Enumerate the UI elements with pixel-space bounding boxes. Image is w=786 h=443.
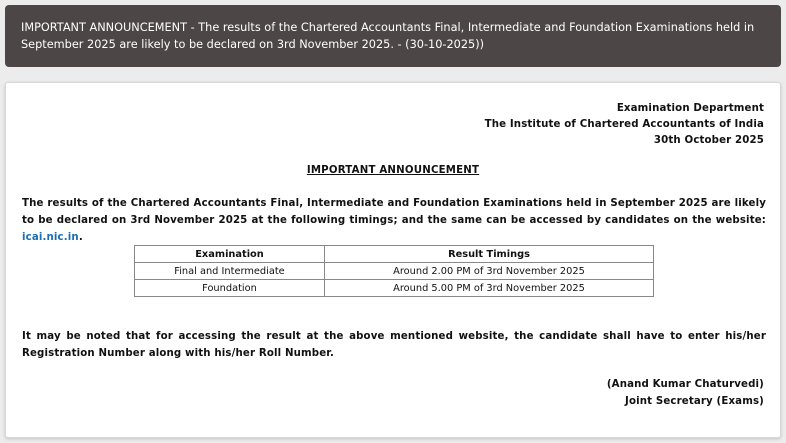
signatory-name: (Anand Kumar Chaturvedi) xyxy=(606,379,764,390)
institute-name: The Institute of Chartered Accountants of India xyxy=(484,119,764,130)
table-header-row xyxy=(135,246,654,263)
paragraph-text: The results of the Chartered Accountants Final, Intermediate and Foundation Examinations held in September 2025 are likely to be declared on 3rd November 2025 at the following timings; and the same can be accessed by candidates on the website: xyxy=(22,198,766,226)
signatory-title: Joint Secretary (Exams) xyxy=(625,396,764,407)
table-cell-examination: Foundation xyxy=(135,280,325,297)
announcement-paragraph xyxy=(22,195,766,246)
announcement-card xyxy=(5,82,781,438)
paragraph-end: . xyxy=(78,232,83,243)
column-header-result-timings: Result Timings xyxy=(325,246,654,263)
column-header-examination: Examination xyxy=(135,246,325,263)
department-name: Examination Department xyxy=(616,103,764,114)
table-row xyxy=(135,263,654,280)
announcement-heading: IMPORTANT ANNOUNCEMENT xyxy=(306,165,480,176)
result-timings-table xyxy=(134,245,654,297)
announcement-banner xyxy=(5,5,781,67)
letterhead xyxy=(485,101,764,149)
letter-date: 30th October 2025 xyxy=(653,135,764,146)
table-cell-examination: Final and Intermediate xyxy=(135,263,325,280)
website-link[interactable]: icai.nic.in xyxy=(22,232,79,243)
table-cell-timing: Around 5.00 PM of 3rd November 2025 xyxy=(325,280,654,297)
access-note-paragraph: It may be noted that for accessing the result at the above mentioned website, the candidate shall have to enter his/her Registration Number along with his/her Roll Number. xyxy=(22,331,766,359)
banner-text: IMPORTANT ANNOUNCEMENT - The results of the Chartered Accountants Final, Intermediate and Foundation Examinations held in September 2025 are likely to be declared on 3rd November 2025. - (30-10-2025)) xyxy=(21,21,755,51)
table-row xyxy=(135,280,654,297)
table-cell-timing: Around 2.00 PM of 3rd November 2025 xyxy=(325,263,654,280)
signature-block xyxy=(607,376,764,410)
